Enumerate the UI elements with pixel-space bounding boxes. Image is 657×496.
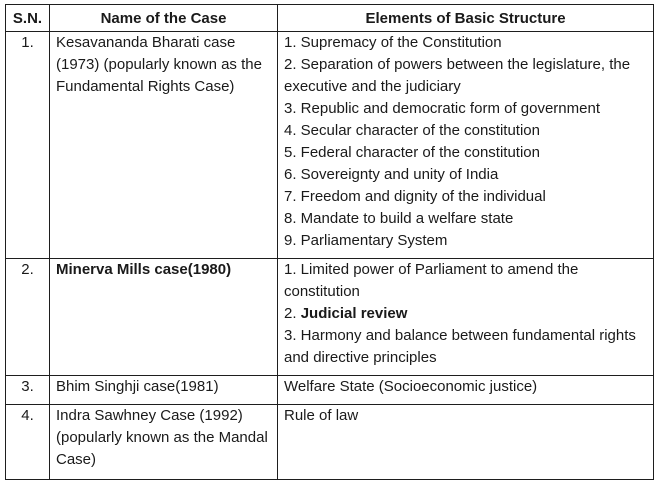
- elements-cell: [278, 259, 654, 376]
- table-header-row: [6, 5, 654, 32]
- element-number: 2.: [284, 305, 301, 322]
- element-item: 1. Limited power of Parliament to amend the constitution: [284, 261, 579, 300]
- element-item: 3. Harmony and balance between fundamental rights and directive principles: [284, 327, 636, 366]
- element-item: 1. Supremacy of the Constitution: [284, 34, 502, 51]
- case-name: Bhim Singhji case(1981): [50, 376, 278, 405]
- basic-structure-table: [5, 4, 654, 480]
- element-item: 3. Republic and democratic form of government: [284, 100, 600, 117]
- element-item: 5. Federal character of the constitution: [284, 144, 540, 161]
- element-item: [284, 303, 647, 325]
- element-item: 8. Mandate to build a welfare state: [284, 210, 514, 227]
- element-bold-text: Judicial review: [300, 305, 408, 322]
- elements-cell: [278, 376, 654, 405]
- element-item: 4. Secular character of the constitution: [284, 122, 540, 139]
- elements-cell: [278, 32, 654, 259]
- case-name: Minerva Mills case(1980): [50, 259, 278, 376]
- row-sn: 3.: [6, 376, 50, 405]
- element-item: 9. Parliamentary System: [284, 232, 448, 249]
- case-name: Indra Sawhney Case (1992) (popularly known as the Mandal Case): [50, 405, 278, 480]
- elements-cell: [278, 405, 654, 480]
- table-row: [6, 32, 654, 259]
- element-item: 2. Separation of powers between the legislature, the executive and the judiciary: [284, 56, 631, 95]
- header-case-name: Name of the Case: [50, 5, 278, 32]
- element-item: 6. Sovereignty and unity of India: [284, 166, 499, 183]
- table-row: [6, 376, 654, 405]
- element-item: Welfare State (Socioeconomic justice): [284, 378, 538, 395]
- row-sn: 1.: [6, 32, 50, 259]
- case-name: Kesavananda Bharati case (1973) (popularly known as the Fundamental Rights Case): [50, 32, 278, 259]
- table-row: [6, 405, 654, 480]
- header-sn: S.N.: [6, 5, 50, 32]
- table-row: [6, 259, 654, 376]
- element-item: 7. Freedom and dignity of the individual: [284, 188, 546, 205]
- row-sn: 2.: [6, 259, 50, 376]
- element-item: Rule of law: [284, 407, 359, 424]
- header-elements: Elements of Basic Structure: [278, 5, 654, 32]
- row-sn: 4.: [6, 405, 50, 480]
